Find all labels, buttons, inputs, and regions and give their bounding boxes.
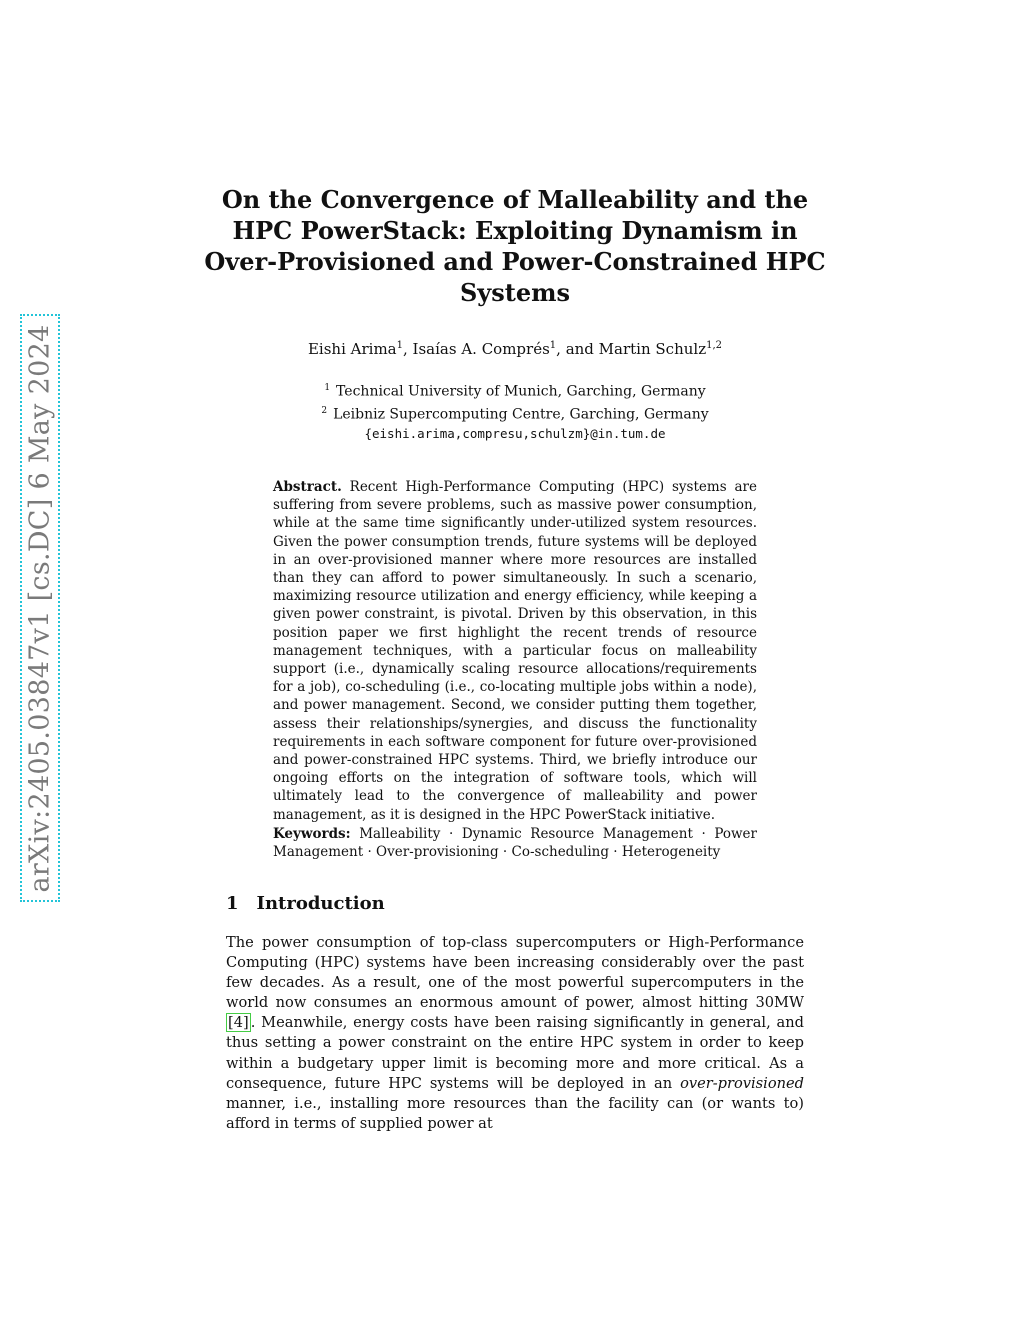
author-affiliation-marker: 1 bbox=[396, 340, 403, 351]
abstract-text: Recent High-Performance Computing (HPC) systems are suffering from severe problems, such as massive power consumption, while at the same time significantly under-utilized system resources. Given the power consumption trends, future systems will be deployed in an over-provisioned manner where more resources are installed than they can afford to power simultaneously. In such a scenario, maximizing resource utilization and energy efficiency, while keeping a given power constraint, is pivotal. Driven by this observation, in this position paper we first highlight the recent trends of resource management techniques, with a particular focus on malleability support (i.e., dynamically scaling resource allocations/requirements for a job), co-scheduling (i.e., co-locating multiple jobs within a node), and power management. Second, we consider putting them together, assess their relationships/synergies, and discuss the functionality requirements in each software component for future over-provisioned and power-constrained HPC systems. Third, we briefly introduce our ongoing efforts on the integration of software tools, which will ultimately lead to the convergence of malleability and power management, as it is designed in the HPC PowerStack initiative. bbox=[273, 479, 757, 823]
keywords-label: Keywords: bbox=[273, 826, 351, 842]
author-affiliation-marker: 1,2 bbox=[706, 340, 723, 351]
author-name: Eishi Arima bbox=[307, 340, 397, 358]
author-separator: , bbox=[403, 340, 413, 358]
author-email: {eishi.arima,compresu,schulzm}@in.tum.de bbox=[364, 426, 666, 442]
author-affiliation-marker: 1 bbox=[549, 340, 557, 351]
arxiv-identifier-stamp bbox=[20, 314, 60, 902]
author-list bbox=[200, 340, 830, 358]
arxiv-stamp-text: arXiv:2405.03847v1 [cs.DC] 6 May 2024 bbox=[24, 323, 56, 893]
author-name: Martin Schulz bbox=[598, 340, 707, 358]
affiliation-text: Technical University of Munich, Garching, Germany bbox=[336, 383, 706, 400]
paper-title: On the Convergence of Malleability and the HPC PowerStack: Exploiting Dynamism in Over-Provisioned and Power-Constrained HPC Systems bbox=[204, 185, 826, 307]
author-separator: , and bbox=[556, 340, 599, 358]
affiliation-line bbox=[200, 402, 830, 425]
affiliation-text: Leibniz Supercomputing Centre, Garching, Germany bbox=[333, 406, 709, 423]
paragraph-text: The power consumption of top-class supercomputers or High-Performance Computing (HPC) systems have been increasing considerably over the past few decades. As a result, one of the most powerful supercomputers in the world now consumes an enormous amount of power, almost hitting 30MW bbox=[226, 934, 804, 1012]
paragraph-text: . Meanwhile, energy costs have been raising significantly in general, and thus setting a power constraint on the entire HPC system in order to keep within a budgetary upper limit is becoming more and more critical. As a consequence, future HPC systems will be deployed in an bbox=[226, 1014, 804, 1092]
paragraph-text: manner, i.e., installing more resources than the facility can (or wants to) afford in terms of supplied power at bbox=[226, 1094, 804, 1132]
emphasized-term: over-provisioned bbox=[680, 1074, 804, 1092]
affiliation-line bbox=[200, 379, 830, 402]
citation-link[interactable]: [4] bbox=[228, 1014, 249, 1032]
keywords-text: Malleability · Dynamic Resource Management · Power Management · Over-provisioning · Co-scheduling · Heterogeneity bbox=[273, 826, 757, 861]
section-number: 1 bbox=[226, 893, 239, 914]
author-name: Isaías A. Comprés bbox=[412, 340, 550, 358]
introduction-paragraph bbox=[226, 933, 804, 1134]
keywords bbox=[273, 825, 757, 861]
affiliation-marker: 1 bbox=[324, 383, 331, 393]
affiliations bbox=[200, 379, 830, 443]
abstract-label: Abstract. bbox=[273, 479, 342, 495]
abstract bbox=[273, 478, 757, 824]
section-title: Introduction bbox=[256, 893, 385, 914]
affiliation-marker: 2 bbox=[321, 405, 328, 416]
section-heading-introduction bbox=[226, 893, 385, 914]
